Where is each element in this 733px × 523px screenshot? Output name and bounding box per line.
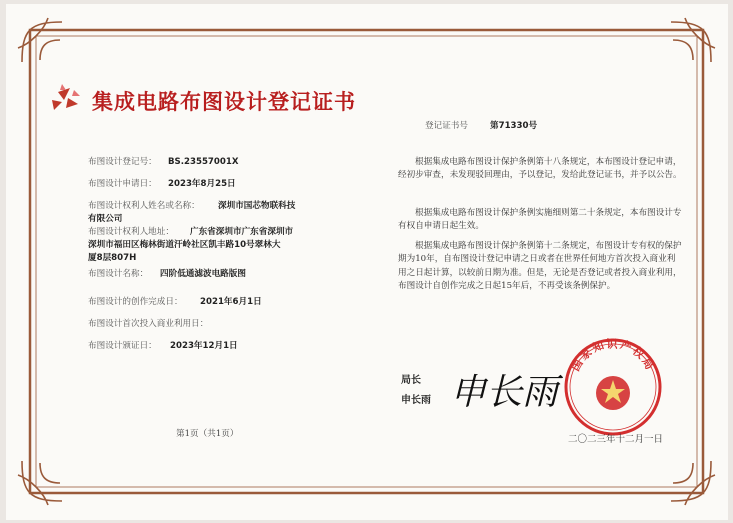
owner-address-label: 布图设计权利人地址： (88, 227, 174, 237)
signature-title: 局长 (401, 375, 421, 386)
page-indicator: 第1页（共1页） (176, 429, 239, 439)
issued-date-label: 布图设计颁证日： (88, 341, 157, 351)
cert-no-label: 登记证书号 (425, 121, 468, 131)
created-date-value: 2021年6月1日 (200, 297, 262, 307)
apply-date-value: 2023年8月25日 (168, 179, 236, 189)
owner-name-value-cont: 有限公司 (88, 214, 123, 224)
svg-text:国家知识产权局 (568, 337, 657, 373)
owner-address-value: 广东省深圳市广东省深圳市 (190, 227, 294, 237)
apply-date-label: 布图设计申请日： (88, 179, 157, 189)
cert-no-value: 第71330号 (490, 121, 538, 131)
national-emblem-icon (596, 376, 630, 410)
commercial-date-label: 布图设计首次投入商业利用日： (88, 319, 209, 329)
reg-no-label: 布图设计登记号： (88, 157, 157, 167)
created-date-label: 布图设计的创作完成日： (88, 297, 183, 307)
seal-text: 国家知识产权局 (568, 337, 658, 374)
legal-paragraph-3: 根据集成电路布图设计保护条例第十二条规定，布图设计专有权的保护期为10年，自布图设计登记申请之日或者在世界任何地方首次投入商业利用之日起计算，以较前日期为准。但是，无论是否登记或者投入商业利用，布图设计自创作完成之日起15年后，不再受该条例保护。 (398, 241, 682, 292)
owner-address-value-cont2: 厦8层807H (88, 253, 137, 263)
handwritten-signature: 申长雨 (450, 372, 559, 413)
reg-no-value: BS.23557001X (168, 157, 239, 167)
issue-date-text: 二〇二三年十二月一日 (568, 434, 664, 445)
issued-date-value: 2023年12月1日 (170, 341, 238, 351)
owner-address-value-cont: 深圳市福田区梅林街道汗岭社区凯丰路10号翠林大 (88, 240, 281, 250)
signature-name: 申长雨 (401, 395, 431, 406)
owner-name-label: 布图设计权利人姓名或名称： (88, 201, 200, 211)
certificate-title: 集成电路布图设计登记证书 (92, 89, 356, 114)
design-name-label: 布图设计名称： (88, 269, 149, 279)
owner-name-value: 深圳市国芯物联科技 (218, 201, 296, 211)
legal-paragraph-1: 根据集成电路布图设计保护条例第十八条规定，本布图设计登记申请，经初步审查，未发现驳回理由，予以登记，发给此登记证书，并予以公告。 (398, 157, 682, 181)
legal-paragraph-2: 根据集成电路布图设计保护条例实施细则第二十条规定，本布图设计专有权自申请日起生效。 (398, 208, 682, 232)
design-name-value: 四阶低通滤波电路版图 (160, 269, 246, 279)
official-seal (563, 337, 663, 437)
